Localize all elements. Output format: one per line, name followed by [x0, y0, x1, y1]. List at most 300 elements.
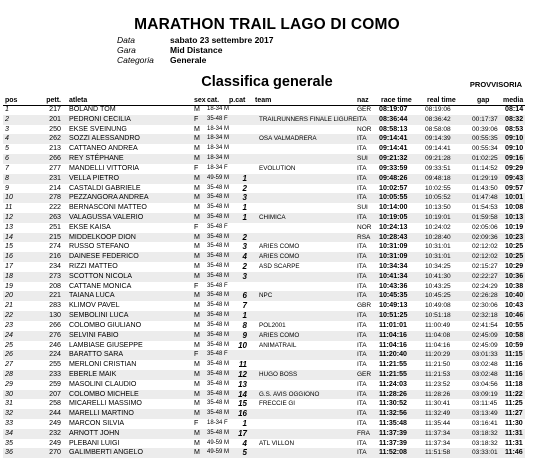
- cell-category-position: 2: [242, 183, 247, 193]
- cell-real-time: 11:35:44: [425, 420, 451, 427]
- table-row: [3, 184, 525, 194]
- cell-bib: 251: [49, 222, 61, 231]
- table-row: [3, 291, 525, 301]
- cell-athlete: MARELLI MARTINO: [69, 409, 134, 418]
- cell-race-time: 08:19:07: [379, 105, 408, 113]
- cell-team: ARIES COMO: [259, 331, 300, 339]
- cell-category: 18-34 M: [207, 106, 230, 112]
- cell-team: EVOLUTION: [259, 164, 296, 172]
- cell-real-time: 10:43:25: [425, 282, 451, 290]
- header-nation: naz: [357, 97, 369, 104]
- cell-position: 10: [5, 193, 13, 202]
- cell-real-time: 11:04:16: [425, 341, 451, 349]
- table-row: [3, 252, 525, 262]
- cell-nation: ITA: [357, 145, 367, 153]
- header-average: media: [503, 97, 524, 104]
- cell-sex: M: [194, 262, 200, 270]
- table-row: [3, 134, 525, 144]
- cell-athlete: PEZZANGORA ANDREA: [69, 193, 149, 202]
- cell-category-position: 12: [238, 369, 247, 379]
- cell-average: 11:16: [505, 360, 523, 369]
- cell-category: 35-48 F: [207, 115, 228, 122]
- cell-category: 35-48 M: [207, 410, 230, 417]
- cell-average: 10:59: [505, 340, 524, 349]
- cell-race-time: 09:14:41: [379, 144, 408, 153]
- cell-position: 14: [5, 232, 13, 241]
- cell-bib: 215: [49, 232, 61, 241]
- cell-position: 8: [5, 173, 9, 182]
- event-title: MARATHON TRAIL LAGO DI COMO: [134, 16, 400, 33]
- cell-athlete: CATTANE MONICA: [69, 281, 132, 290]
- cell-athlete: PLEBANI LUIGI: [69, 438, 120, 447]
- table-row: [3, 321, 525, 331]
- cell-nation: ITA: [357, 213, 367, 221]
- cell-athlete: BOLAND TOM: [69, 105, 116, 113]
- table-row: [3, 272, 525, 282]
- cell-sex: M: [194, 105, 200, 113]
- cell-nation: ITA: [357, 184, 367, 192]
- header-real-time: real time: [427, 97, 456, 104]
- cell-nation: ITA: [357, 312, 367, 320]
- cell-position: 29: [5, 379, 13, 388]
- cell-nation: ITA: [357, 380, 367, 388]
- table-row: [3, 282, 525, 292]
- cell-bib: 255: [49, 360, 61, 369]
- cell-real-time: 09:21:28: [425, 155, 451, 163]
- cell-athlete: VALAGUSSA VALERIO: [69, 212, 144, 221]
- cell-category: 35-48 M: [207, 312, 230, 319]
- cell-position: 9: [5, 183, 9, 192]
- cell-position: 24: [5, 330, 13, 339]
- cell-race-time: 10:05:55: [379, 193, 408, 202]
- cell-gap: 02:24:29: [472, 282, 498, 290]
- cell-race-time: 10:31:09: [379, 242, 408, 251]
- cell-category-position: 1: [242, 212, 247, 222]
- meta-race: Gara Mid Distance: [117, 45, 223, 55]
- cell-athlete: CATTANEO ANDREA: [69, 144, 138, 153]
- cell-race-time: 11:24:03: [379, 379, 408, 388]
- cell-category: 35-48 M: [207, 331, 230, 338]
- cell-athlete: TAIANA LUCA: [69, 291, 115, 300]
- cell-average: 10:13: [505, 212, 524, 221]
- cell-category: 35-48 M: [207, 194, 230, 201]
- table-row: [3, 262, 525, 272]
- cell-average: 09:10: [505, 134, 524, 143]
- cell-athlete: MASOLINI CLAUDIO: [69, 379, 137, 388]
- cell-real-time: 09:14:41: [425, 145, 451, 153]
- cell-team: FRECCIE GI: [259, 400, 296, 408]
- cell-gap: 01:02:25: [472, 155, 498, 163]
- cell-gap: 02:12:02: [472, 253, 498, 261]
- cell-real-time: 08:58:08: [425, 125, 451, 133]
- cell-category: 49-59 M: [207, 439, 230, 446]
- table-row: [3, 399, 525, 409]
- cell-real-time: 11:21:50: [425, 361, 451, 369]
- cell-race-time: 10:43:36: [379, 281, 408, 290]
- cell-category-position: 4: [242, 252, 247, 262]
- cell-gap: 03:33:01: [472, 449, 498, 457]
- cell-athlete: REY STÉPHANE: [69, 154, 124, 163]
- cell-gap: 03:09:19: [472, 390, 498, 398]
- cell-real-time: 11:37:34: [425, 429, 451, 437]
- cell-category: 35-48 M: [207, 400, 230, 407]
- cell-position: 36: [5, 448, 13, 457]
- cell-nation: ITA: [357, 420, 367, 427]
- cell-gap: 03:18:32: [472, 439, 498, 447]
- cell-nation: ITA: [357, 135, 367, 143]
- cell-average: 11:31: [505, 438, 523, 447]
- cell-category-position: 10: [238, 340, 247, 350]
- cell-category: 35-48 M: [207, 380, 230, 387]
- cell-nation: ITA: [357, 410, 367, 418]
- cell-average: 10:36: [505, 271, 524, 280]
- cell-category: 35-48 F: [207, 351, 228, 358]
- table-row: [3, 429, 525, 439]
- cell-race-time: 10:24:13: [379, 222, 408, 231]
- cell-gap: 02:12:02: [472, 243, 498, 251]
- cell-category: 35-48 M: [207, 213, 230, 220]
- cell-average: 10:58: [505, 330, 524, 339]
- cell-bib: 213: [49, 144, 61, 153]
- cell-athlete: SEMBOLINI LUCA: [69, 311, 129, 320]
- cell-nation: ITA: [357, 174, 367, 182]
- cell-real-time: 11:51:58: [425, 449, 451, 457]
- cell-team: ASD SCARPE: [259, 263, 300, 270]
- cell-gap: 02:41:54: [472, 321, 498, 329]
- status-label: PROVVISORIA: [469, 80, 522, 89]
- cell-nation: ITA: [357, 194, 367, 202]
- cell-athlete: EKSE SVEINUNG: [69, 124, 127, 133]
- cell-position: 19: [5, 281, 13, 290]
- cell-average: 10:08: [505, 203, 524, 212]
- cell-bib: 258: [49, 399, 61, 408]
- cell-athlete: RIZZI MATTEO: [69, 262, 118, 270]
- cell-gap: 02:45:09: [472, 331, 498, 339]
- cell-sex: M: [194, 330, 200, 339]
- cell-position: 15: [5, 242, 13, 251]
- table-row: [3, 409, 525, 419]
- cell-category: 49-59 M: [207, 174, 230, 181]
- cell-nation: GER: [357, 106, 372, 113]
- cell-athlete: BERNASCONI MATTEO: [69, 203, 147, 212]
- table-row: [3, 233, 525, 243]
- cell-race-time: 11:28:26: [379, 389, 408, 398]
- cell-sex: M: [194, 124, 200, 133]
- cell-sex: F: [194, 114, 199, 123]
- cell-average: 10:01: [505, 193, 524, 202]
- meta-date: Data sabato 23 settembre 2017: [117, 35, 274, 45]
- cell-sex: M: [194, 242, 200, 251]
- cell-gap: 03:18:32: [472, 429, 498, 437]
- cell-category: 18-34 M: [207, 155, 230, 162]
- cell-race-time: 09:14:41: [379, 134, 408, 143]
- cell-sex: M: [194, 173, 200, 182]
- cell-position: 23: [5, 320, 13, 329]
- cell-race-time: 11:52:08: [379, 448, 408, 457]
- cell-bib: 221: [49, 291, 61, 300]
- cell-nation: SUI: [357, 204, 368, 212]
- cell-bib: 234: [49, 262, 61, 270]
- cell-nation: NOR: [357, 223, 372, 231]
- cell-athlete: MARCON SILVIA: [69, 419, 125, 427]
- cell-race-time: 10:34:34: [379, 262, 408, 270]
- cell-category: 35-48 M: [207, 204, 230, 211]
- cell-sex: M: [194, 311, 200, 320]
- cell-average: 10:43: [505, 301, 524, 310]
- table-row: [3, 341, 525, 351]
- cell-bib: 262: [49, 134, 61, 143]
- cell-sex: M: [194, 360, 200, 369]
- cell-category-position: 8: [242, 320, 247, 330]
- cell-category: 35-48 M: [207, 429, 230, 436]
- cell-real-time: 11:20:29: [425, 351, 451, 359]
- cell-category-position: 9: [242, 330, 247, 340]
- cell-athlete: DAINESE FEDERICO: [69, 252, 139, 261]
- cell-nation: ITA: [357, 341, 367, 349]
- cell-position: 12: [5, 212, 13, 221]
- cell-athlete: CASTALDI GABRIELE: [69, 183, 141, 192]
- section-title: Classifica generale: [201, 74, 333, 90]
- cell-gap: 01:14:52: [472, 164, 498, 172]
- cell-bib: 233: [49, 369, 61, 378]
- cell-average: 11:22: [505, 389, 523, 398]
- cell-category-position: 15: [238, 399, 247, 409]
- cell-average: 11:15: [505, 350, 523, 359]
- cell-real-time: 10:31:01: [425, 243, 451, 251]
- table-row: [3, 125, 525, 135]
- cell-position: 26: [5, 350, 13, 359]
- table-row: [3, 311, 525, 321]
- cell-position: 33: [5, 419, 13, 427]
- table-row: [3, 331, 525, 341]
- cell-real-time: 11:28:26: [425, 390, 451, 398]
- cell-team: OSA VALMADRERA: [259, 135, 317, 143]
- header-bib: pett.: [46, 97, 61, 104]
- cell-category-position: 17: [238, 428, 247, 438]
- cell-bib: 266: [49, 320, 61, 329]
- cell-gap: 02:15:27: [472, 263, 498, 270]
- cell-real-time: 11:30:41: [425, 400, 451, 408]
- cell-athlete: BARATTO SARA: [69, 350, 124, 359]
- cell-team: ANIMATRAIL: [259, 341, 297, 349]
- cell-sex: M: [194, 438, 200, 447]
- cell-gap: 02:05:06: [472, 223, 498, 231]
- cell-bib: 283: [49, 301, 61, 310]
- cell-gap: 02:09:36: [472, 233, 498, 241]
- cell-average: 11:31: [505, 428, 523, 437]
- cell-category: 35-48 M: [207, 302, 230, 309]
- cell-gap: 00:55:34: [472, 145, 498, 153]
- cell-real-time: 09:33:51: [425, 164, 451, 172]
- cell-athlete: EBERLE MAIK: [69, 369, 117, 378]
- cell-real-time: 10:19:01: [425, 213, 451, 221]
- cell-position: 17: [5, 262, 13, 270]
- cell-bib: 273: [49, 271, 61, 280]
- cell-team: HUGO BOSS: [259, 370, 298, 378]
- cell-category-position: 1: [242, 173, 247, 183]
- table-row: [3, 164, 525, 174]
- cell-nation: ITA: [357, 351, 367, 359]
- cell-gap: 01:47:48: [472, 194, 498, 202]
- header-pos: pos: [5, 97, 18, 104]
- cell-position: 1: [5, 105, 9, 113]
- cell-category: 18-34 F: [207, 420, 228, 426]
- cell-nation: ITA: [357, 292, 367, 300]
- cell-real-time: 11:04:08: [425, 331, 451, 339]
- cell-category: 35-48 F: [207, 282, 228, 289]
- cell-category: 35-48 M: [207, 263, 230, 269]
- cell-race-time: 10:49:13: [379, 301, 408, 310]
- cell-position: 13: [5, 222, 13, 231]
- cell-bib: 130: [49, 311, 61, 320]
- cell-gap: 03:13:49: [472, 410, 498, 418]
- cell-average: 10:23: [505, 232, 524, 241]
- cell-position: 11: [5, 203, 13, 212]
- cell-race-time: 11:35:48: [379, 419, 408, 427]
- cell-bib: 278: [49, 193, 61, 202]
- header-sex: sex: [194, 97, 206, 104]
- cell-race-time: 08:58:13: [379, 124, 408, 133]
- cell-athlete: LAMBIASE GIUSEPPE: [69, 340, 143, 349]
- cell-real-time: 10:34:25: [425, 263, 451, 270]
- header-athlete: atleta: [69, 97, 88, 104]
- cell-nation: ITA: [357, 115, 367, 123]
- cell-real-time: 11:21:53: [425, 370, 451, 378]
- cell-real-time: 10:02:55: [425, 184, 451, 192]
- cell-bib: 208: [49, 281, 61, 290]
- cell-bib: 249: [49, 438, 61, 447]
- cell-category-position: 16: [238, 409, 247, 419]
- cell-gap: 00:39:06: [472, 125, 498, 133]
- cell-position: 4: [5, 134, 9, 143]
- cell-athlete: ARNOTT JOHN: [69, 428, 120, 437]
- table-row: [3, 154, 525, 164]
- table-row: [3, 213, 525, 223]
- cell-bib: 270: [49, 448, 61, 457]
- cell-bib: 231: [49, 173, 61, 182]
- cell-athlete: MICARELLI MASSIMO: [69, 399, 142, 408]
- cell-bib: 217: [49, 105, 61, 113]
- table-row: [3, 439, 525, 449]
- cell-bib: 244: [49, 409, 61, 418]
- cell-team: ATL VILLON: [259, 439, 294, 447]
- table-row: [3, 448, 525, 458]
- cell-category-position: 1: [242, 203, 247, 213]
- cell-real-time: 10:49:08: [425, 302, 451, 310]
- cell-real-time: 08:19:06: [425, 106, 451, 113]
- cell-bib: 276: [49, 330, 61, 339]
- cell-sex: M: [194, 183, 200, 192]
- cell-race-time: 10:02:57: [379, 183, 408, 192]
- table-row: [3, 350, 525, 360]
- cell-sex: M: [194, 271, 200, 280]
- cell-real-time: 11:23:52: [425, 380, 451, 388]
- cell-athlete: EKSE KAISA: [69, 222, 111, 231]
- cell-position: 7: [5, 163, 9, 172]
- cell-athlete: VELLA PIETRO: [69, 173, 120, 182]
- cell-sex: M: [194, 409, 200, 418]
- cell-bib: 222: [49, 203, 61, 212]
- cell-athlete: MERLONI CRISTIAN: [69, 360, 137, 369]
- cell-position: 6: [5, 154, 9, 163]
- cell-position: 16: [5, 252, 13, 261]
- cell-gap: 02:45:09: [472, 341, 498, 349]
- cell-sex: M: [194, 144, 200, 153]
- cell-bib: 214: [49, 183, 61, 192]
- cell-race-time: 11:21:55: [379, 360, 408, 369]
- header-category: cat.: [207, 97, 220, 104]
- cell-sex: M: [194, 428, 200, 437]
- results-table-body: [3, 105, 525, 458]
- cell-average: 10:19: [505, 222, 524, 231]
- cell-real-time: 10:45:25: [425, 292, 451, 300]
- cell-bib: 207: [49, 389, 61, 398]
- cell-sex: F: [194, 350, 199, 359]
- table-row: [3, 115, 525, 125]
- cell-athlete: MANDELLI VITTORIA: [69, 163, 140, 172]
- cell-team: TRAILRUNNERS FINALE LIGURE: [259, 115, 357, 123]
- table-row: [3, 380, 525, 390]
- header-race-time: race time: [381, 97, 412, 104]
- table-row: [3, 144, 525, 154]
- cell-position: 35: [5, 438, 13, 447]
- cell-sex: M: [194, 448, 200, 457]
- cell-bib: 274: [49, 242, 61, 251]
- cell-average: 08:32: [505, 114, 524, 123]
- cell-team: CHIMICA: [259, 213, 286, 221]
- cell-gap: 03:16:41: [472, 420, 498, 427]
- table-row: [3, 360, 525, 370]
- cell-bib: 201: [49, 114, 61, 123]
- cell-position: 25: [5, 340, 13, 349]
- cell-position: 34: [5, 428, 13, 437]
- cell-nation: ITA: [357, 263, 367, 270]
- cell-position: 31: [5, 399, 13, 408]
- cell-gap: 02:26:28: [472, 292, 498, 300]
- cell-average: 09:43: [505, 173, 524, 182]
- cell-nation: ITA: [357, 243, 367, 251]
- cell-category: 18-34 M: [207, 125, 230, 132]
- meta-category: Categoria Generale: [117, 55, 207, 65]
- cell-position: 5: [5, 144, 9, 153]
- cell-gap: 01:59:58: [472, 213, 498, 221]
- cell-category: 35-48 M: [207, 361, 230, 368]
- table-row: [3, 223, 525, 233]
- cell-team: POL2001: [259, 321, 286, 329]
- cell-average: 11:27: [505, 409, 523, 418]
- cell-nation: NOR: [357, 125, 372, 133]
- cell-average: 11:46: [505, 448, 523, 457]
- cell-real-time: 08:36:42: [425, 115, 451, 123]
- cell-athlete: SELVINI FABIO: [69, 330, 119, 339]
- cell-category: 35-48 M: [207, 292, 230, 299]
- cell-average: 10:25: [505, 252, 524, 261]
- cell-athlete: SOZZI ALESSANDRO: [69, 134, 140, 143]
- cell-category-position: 7: [242, 301, 247, 311]
- cell-gap: 03:04:56: [472, 380, 498, 388]
- cell-category-position: 3: [242, 271, 247, 281]
- table-row: [3, 242, 525, 252]
- cell-bib: 232: [49, 428, 61, 437]
- cell-bib: 277: [49, 163, 61, 172]
- cell-team: ARIES COMO: [259, 243, 300, 251]
- cell-average: 10:29: [505, 262, 524, 270]
- cell-athlete: RUSSO STEFANO: [69, 242, 130, 251]
- cell-gap: 02:32:18: [472, 312, 498, 320]
- cell-race-time: 09:21:32: [379, 154, 408, 163]
- cell-gap: 00:55:35: [472, 135, 498, 143]
- cell-bib: 250: [49, 124, 61, 133]
